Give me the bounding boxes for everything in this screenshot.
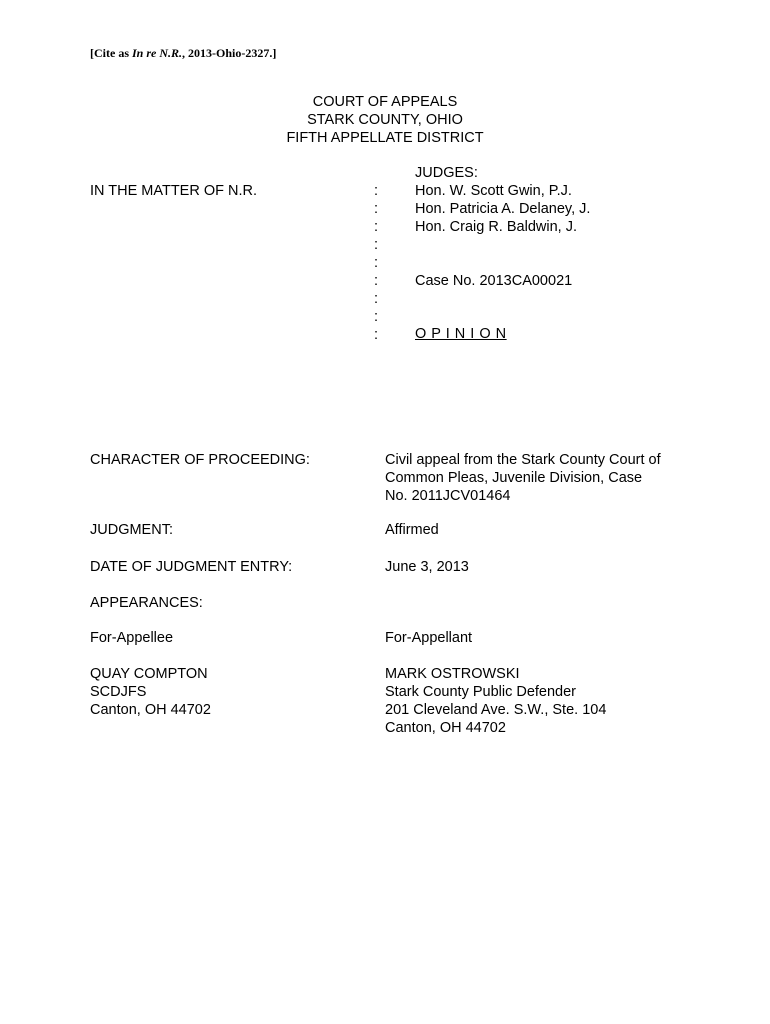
date-value: June 3, 2013 [385, 559, 469, 575]
judges-block [415, 164, 590, 236]
appellee-counsel [90, 665, 211, 719]
caption-colon: : [374, 183, 379, 199]
judgment-value: Affirmed [385, 522, 439, 538]
judgment-label: JUDGMENT: [90, 522, 173, 538]
appellant-line: Canton, OH 44702 [385, 720, 506, 736]
caption-colon-column [374, 182, 386, 344]
case-caption-matter: IN THE MATTER OF N.R. [90, 183, 258, 199]
judge-name: Hon. Craig R. Baldwin, J. [415, 219, 577, 235]
appellant-line: MARK OSTROWSKI [385, 666, 520, 682]
character-line: Common Pleas, Juvenile Division, Case [385, 470, 643, 486]
opinion-heading: O P I N I O N [415, 326, 507, 342]
appellee-line: SCDJFS [90, 684, 147, 700]
caption-colon: : [374, 255, 379, 271]
character-value [385, 451, 661, 505]
citation-case-name: In re N.R. [132, 46, 183, 60]
caption-colon: : [374, 291, 379, 307]
appellant-label: For-Appellant [385, 630, 473, 646]
appellee-line: Canton, OH 44702 [90, 702, 211, 718]
citation-prefix: [Cite as [90, 46, 132, 60]
appearances-label: APPEARANCES: [90, 595, 203, 611]
caption-colon: : [374, 201, 379, 217]
character-label: CHARACTER OF PROCEEDING: [90, 452, 310, 468]
court-county: STARK COUNTY, OHIO [307, 112, 463, 128]
court-district: FIFTH APPELLATE DISTRICT [286, 130, 484, 146]
court-header [0, 93, 770, 147]
appellee-line: QUAY COMPTON [90, 666, 208, 682]
appellant-line: Stark County Public Defender [385, 684, 577, 700]
appellee-label: For-Appellee [90, 630, 174, 646]
citation-suffix: , 2013-Ohio-2327.] [182, 46, 277, 60]
caption-colon: : [374, 327, 379, 343]
appellant-line: 201 Cleveland Ave. S.W., Ste. 104 [385, 702, 607, 718]
judge-name: Hon. Patricia A. Delaney, J. [415, 201, 591, 217]
judge-name: Hon. W. Scott Gwin, P.J. [415, 183, 572, 199]
caption-colon: : [374, 219, 379, 235]
appellant-counsel [385, 665, 606, 737]
character-line: No. 2011JCV01464 [385, 488, 511, 504]
date-label: DATE OF JUDGMENT ENTRY: [90, 559, 293, 575]
caption-colon: : [374, 309, 379, 325]
caption-colon: : [374, 237, 379, 253]
case-number: Case No. 2013CA00021 [415, 273, 573, 289]
judges-label: JUDGES: [415, 165, 478, 181]
caption-colon: : [374, 273, 379, 289]
character-line: Civil appeal from the Stark County Court of [385, 452, 661, 468]
court-name: COURT OF APPEALS [312, 94, 458, 110]
citation [90, 44, 276, 62]
